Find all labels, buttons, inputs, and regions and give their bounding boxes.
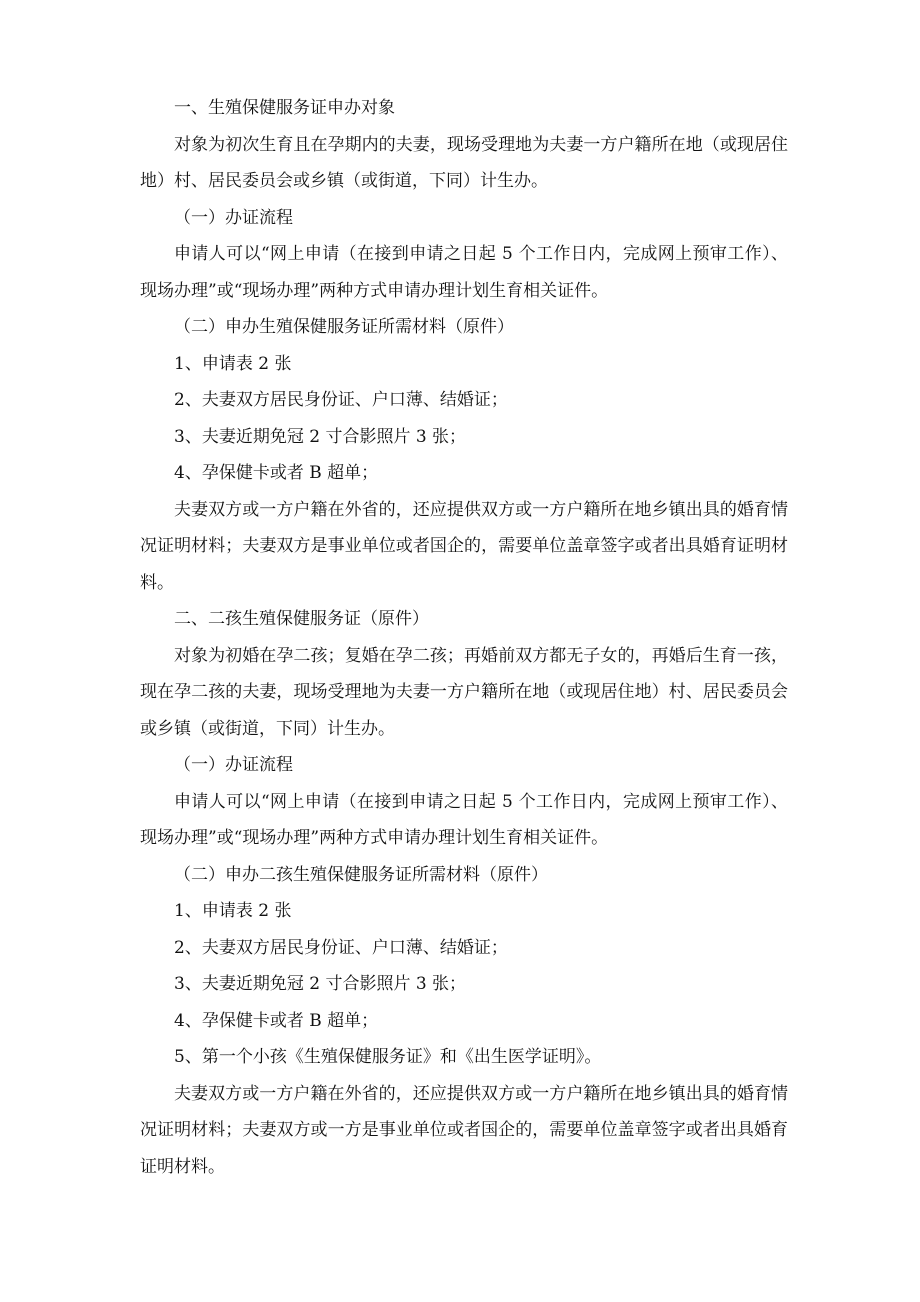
paragraph: 申请人可以“网上申请（在接到申请之日起 5 个工作日内，完成网上预审工作）、现场办理”或“现场办理”两种方式申请办理计划生育相关证件。 [140, 244, 788, 301]
list-item: 5、第一个小孩《生殖保健服务证》和《出生医学证明》。 [174, 1047, 602, 1067]
list-item: 4、孕保健卡或者 B 超单； [174, 463, 379, 483]
subsection-heading: （一）办证流程 [174, 755, 293, 775]
paragraph: 夫妻双方或一方户籍在外省的，还应提供双方或一方户籍所在地乡镇出具的婚育情况证明材料；夫妻双方或一方是事业单位或者国企的，需要单位盖章签字或者出具婚育证明材料。 [140, 1083, 788, 1177]
subsection-heading: （一）办证流程 [174, 207, 293, 228]
paragraph: 对象为初次生育且在孕期内的夫妻，现场受理地为夫妻一方户籍所在地（或现居住地）村、居民委员会或乡镇（或街道，下同）计生办。 [140, 134, 788, 191]
subsection-heading: （二）申办生殖保健服务证所需材料（原件） [174, 317, 514, 337]
subsection-heading: （二）申办二孩生殖保健服务证所需材料（原件） [174, 864, 548, 885]
paragraph: 夫妻双方或一方户籍在外省的，还应提供双方或一方户籍所在地乡镇出具的婚育情况证明材料；夫妻双方是事业单位或者国企的，需要单位盖章签字或者出具婚育证明材料。 [140, 499, 788, 593]
list-item: 4、孕保健卡或者 B 超单； [174, 1010, 379, 1031]
list-item: 1、申请表 2 张 [174, 901, 292, 921]
list-item: 2、夫妻双方居民身份证、户口薄、结婚证； [174, 937, 508, 958]
paragraph: 申请人可以“网上申请（在接到申请之日起 5 个工作日内，完成网上预审工作）、现场办理”或“现场办理”两种方式申请办理计划生育相关证件。 [140, 791, 788, 848]
document-body [140, 90, 788, 1185]
paragraph: 对象为初婚在孕二孩；复婚在孕二孩；再婚前双方都无子女的，再婚后生育一孩，现在孕二孩的夫妻，现场受理地为夫妻一方户籍所在地（或现居住地）村、居民委员会或乡镇（或街道，下同）计生办。 [140, 645, 788, 739]
section-heading-1: 一、生殖保健服务证申办对象 [174, 98, 395, 118]
list-item: 1、申请表 2 张 [174, 353, 292, 374]
section-heading-2: 二、二孩生殖保健服务证（原件） [174, 609, 429, 629]
list-item: 3、夫妻近期免冠 2 寸合影照片 3 张； [174, 974, 467, 994]
list-item: 2、夫妻双方居民身份证、户口薄、结婚证； [174, 390, 508, 410]
list-item: 3、夫妻近期免冠 2 寸合影照片 3 张； [174, 426, 467, 447]
